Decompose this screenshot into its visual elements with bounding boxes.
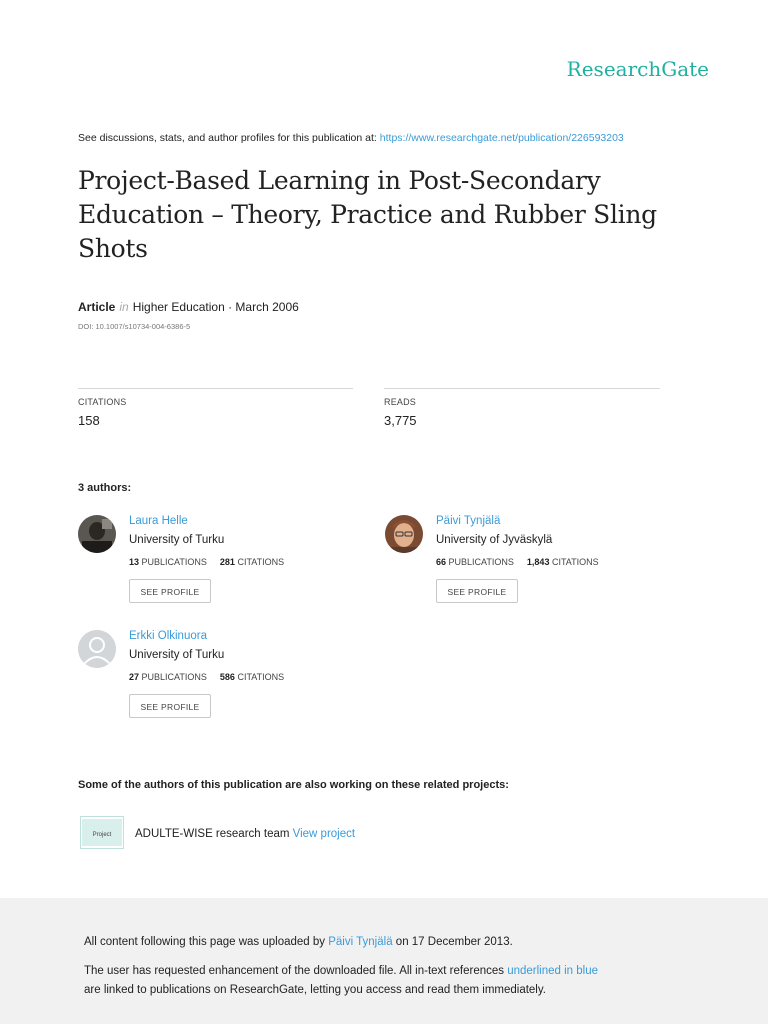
see-profile-button[interactable]: SEE PROFILE xyxy=(129,579,211,603)
see-profile-button[interactable]: SEE PROFILE xyxy=(129,694,211,718)
discussion-text: See discussions, stats, and author profiles for this publication at: xyxy=(78,132,377,144)
author-name[interactable]: Laura Helle xyxy=(129,515,188,527)
related-projects-heading: Some of the authors of this publication are also working on these related projects: xyxy=(78,779,509,791)
citations-count: 1,843 xyxy=(526,557,550,567)
footer xyxy=(0,898,768,1024)
citations-value: 158 xyxy=(78,413,100,428)
discussion-line xyxy=(78,132,624,144)
author-affiliation: University of Turku xyxy=(129,534,225,546)
publication-url-link[interactable]: https://www.researchgate.net/publication/226593203 xyxy=(379,132,624,144)
author-card xyxy=(78,515,378,615)
author-stats xyxy=(129,557,284,567)
project-name: ADULTE-WISE research team xyxy=(135,828,290,840)
publications-label: PUBLICATIONS xyxy=(141,557,207,567)
avatar[interactable] xyxy=(78,515,116,553)
doi: DOI: 10.1007/s10734-004-6386-5 xyxy=(78,322,191,331)
citations-count: 281 xyxy=(219,557,235,567)
publication-meta xyxy=(78,300,299,314)
upload-prefix: All content following this page was uploaded by xyxy=(84,936,326,948)
enhancement-line xyxy=(84,965,598,977)
journal-date: Higher Education · March 2006 xyxy=(132,300,299,314)
publications-count: 13 xyxy=(129,557,140,567)
publications-count: 27 xyxy=(129,672,140,682)
project-folder-icon xyxy=(80,816,124,849)
reads-value: 3,775 xyxy=(384,413,417,428)
publications-label: PUBLICATIONS xyxy=(141,672,207,682)
publications-label: PUBLICATIONS xyxy=(448,557,514,567)
article-type: Article xyxy=(78,300,116,314)
citations-label: CITATIONS xyxy=(237,557,285,567)
author-stats xyxy=(129,672,284,682)
avatar[interactable] xyxy=(385,515,423,553)
citations-label: CITATIONS xyxy=(78,397,127,407)
author-affiliation: University of Turku xyxy=(129,649,225,661)
citations-label: CITATIONS xyxy=(551,557,599,567)
upload-suffix: on 17 December 2013. xyxy=(395,936,513,948)
publications-count: 66 xyxy=(436,557,447,567)
author-card xyxy=(78,630,378,730)
project-entry xyxy=(135,828,355,840)
see-profile-button[interactable]: SEE PROFILE xyxy=(436,579,518,603)
reads-divider xyxy=(384,388,660,389)
author-name[interactable]: Erkki Olkinuora xyxy=(129,630,207,642)
uploader-link[interactable]: Päivi Tynjälä xyxy=(328,936,393,948)
underlined-in-blue-link[interactable]: underlined in blue xyxy=(507,965,599,977)
author-affiliation: University of Jyväskylä xyxy=(436,534,553,546)
linked-publications-line: are linked to publications on ResearchGate, letting you access and read them immediately. xyxy=(84,984,546,996)
citations-count: 586 xyxy=(219,672,235,682)
authors-heading: 3 authors: xyxy=(78,482,132,494)
researchgate-logo[interactable]: ResearchGate xyxy=(566,57,709,81)
citations-divider xyxy=(78,388,353,389)
enhancement-text: The user has requested enhancement of the downloaded file. All in-text references xyxy=(84,965,505,977)
author-name[interactable]: Päivi Tynjälä xyxy=(436,515,501,527)
reads-label: READS xyxy=(384,397,417,407)
author-card xyxy=(385,515,685,615)
upload-line xyxy=(84,936,513,948)
author-stats xyxy=(436,557,599,567)
in-label: in xyxy=(119,300,129,314)
publication-title: Project-Based Learning in Post-Secondary Education – Theory, Practice and Rubber Sling Shots xyxy=(78,166,657,263)
view-project-link[interactable]: View project xyxy=(292,828,356,840)
citations-label: CITATIONS xyxy=(237,672,285,682)
default-avatar-icon[interactable] xyxy=(78,630,116,668)
project-icon-label: Project xyxy=(92,832,112,838)
